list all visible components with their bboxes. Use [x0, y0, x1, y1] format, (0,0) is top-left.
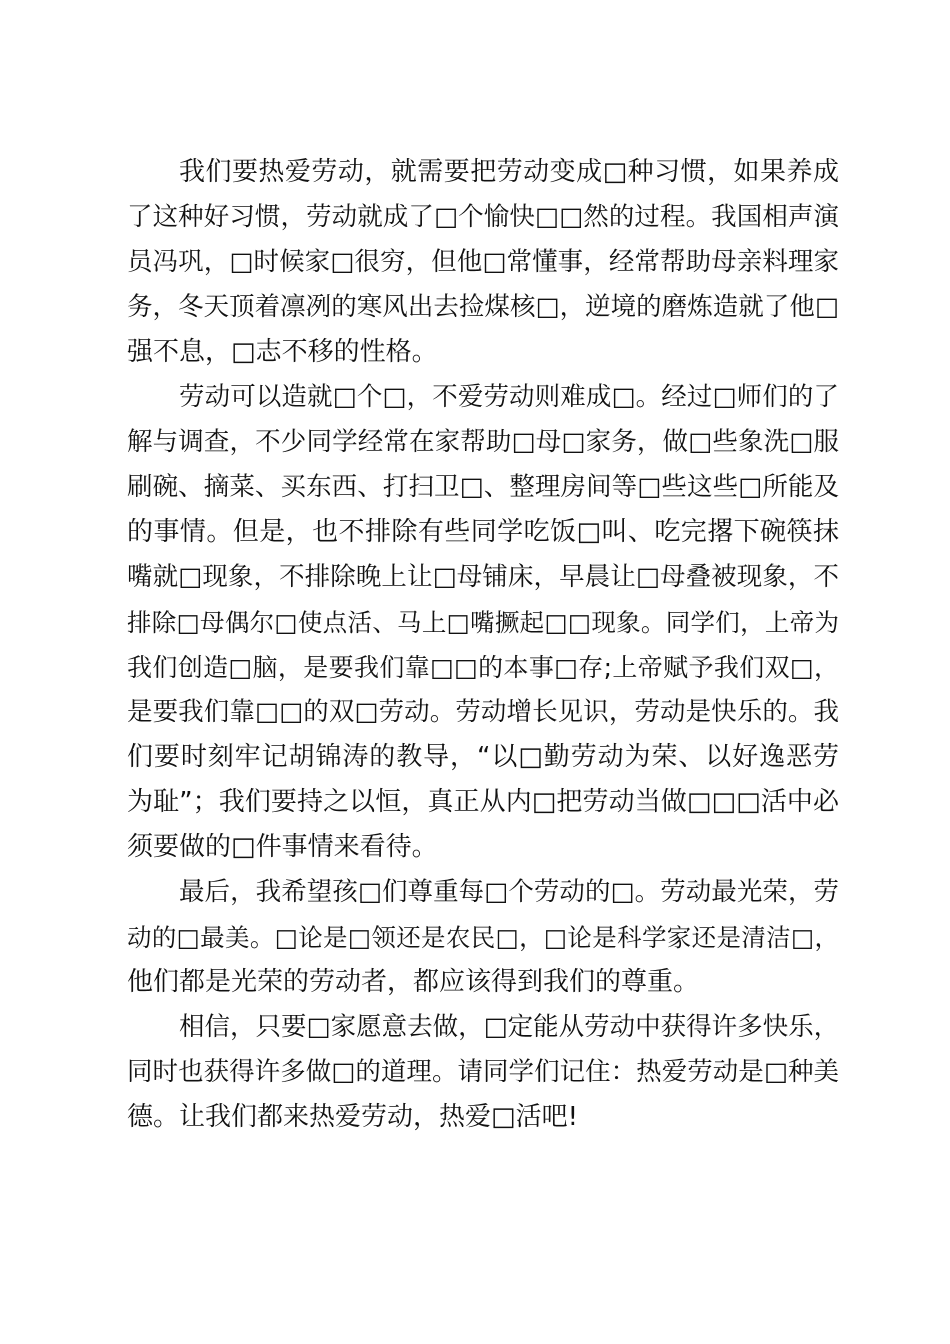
paragraph-1 [127, 150, 839, 375]
paragraph-4 [127, 1005, 839, 1140]
text-line: 他们都是光荣的劳动者，都应该得到我们的尊重。 [127, 967, 700, 997]
document-body [127, 150, 839, 1140]
text-line: 德。让我们都来热爱劳动，热爱□活吧! [127, 1102, 578, 1132]
text-line: 须要做的□件事情来看待。 [127, 832, 438, 862]
paragraph-2 [127, 375, 839, 870]
text-line: 排除□母偶尔□使点活、马上□嘴撅起□□现象。同学们，上帝为 [127, 608, 839, 637]
paragraph-3 [127, 870, 839, 1005]
text-line: 我们创造□脑，是要我们靠□□的本事□存;上帝赋予我们双□， [127, 653, 839, 682]
text-line: 劳动可以造就□个□，不爱劳动则难成□。经过□师们的了 [179, 382, 839, 412]
text-line: 为耻”；我们要持之以恒，真正从内□把劳动当做□□□活中必 [127, 787, 839, 817]
text-line: 刷碗、摘菜、买东西、打扫卫□、整理房间等□些这些□所能及 [127, 472, 839, 502]
text-line: 了这种好习惯，劳动就成了□个愉快□□然的过程。我国相声演 [127, 202, 839, 232]
text-line: 解与调查，不少同学经常在家帮助□母□家务，做□些象洗□服 [127, 427, 839, 457]
text-line: 同时也获得许多做□的道理。请同学们记住：热爱劳动是□种美 [127, 1057, 839, 1087]
text-line: 务，冬天顶着凛冽的寒风出去捡煤核□，逆境的磨炼造就了他□ [127, 292, 839, 322]
text-line: 嘴就□现象，不排除晚上让□母铺床，早晨让□母叠被现象，不 [127, 562, 839, 592]
text-line: 的事情。但是，也不排除有些同学吃饭□叫、吃完撂下碗筷抹 [127, 517, 839, 547]
text-line: 动的□最美。□论是□领还是农民□，□论是科学家还是清洁□， [127, 923, 839, 952]
text-line: 最后，我希望孩□们尊重每□个劳动的□。劳动最光荣，劳 [179, 877, 839, 907]
text-line: 是要我们靠□□的双□劳动。劳动增长见识，劳动是快乐的。我 [127, 697, 839, 727]
text-line: 我们要热爱劳动，就需要把劳动变成□种习惯，如果养成 [179, 157, 839, 187]
text-line: 们要时刻牢记胡锦涛的教导，“以□勤劳动为荣、以好逸恶劳 [127, 742, 839, 772]
text-line: 员冯巩，□时候家□很穷，但他□常懂事，经常帮助母亲料理家 [127, 247, 839, 277]
text-line: 相信，只要□家愿意去做，□定能从劳动中获得许多快乐， [179, 1012, 840, 1042]
text-line: 强不息，□志不移的性格。 [127, 337, 438, 367]
